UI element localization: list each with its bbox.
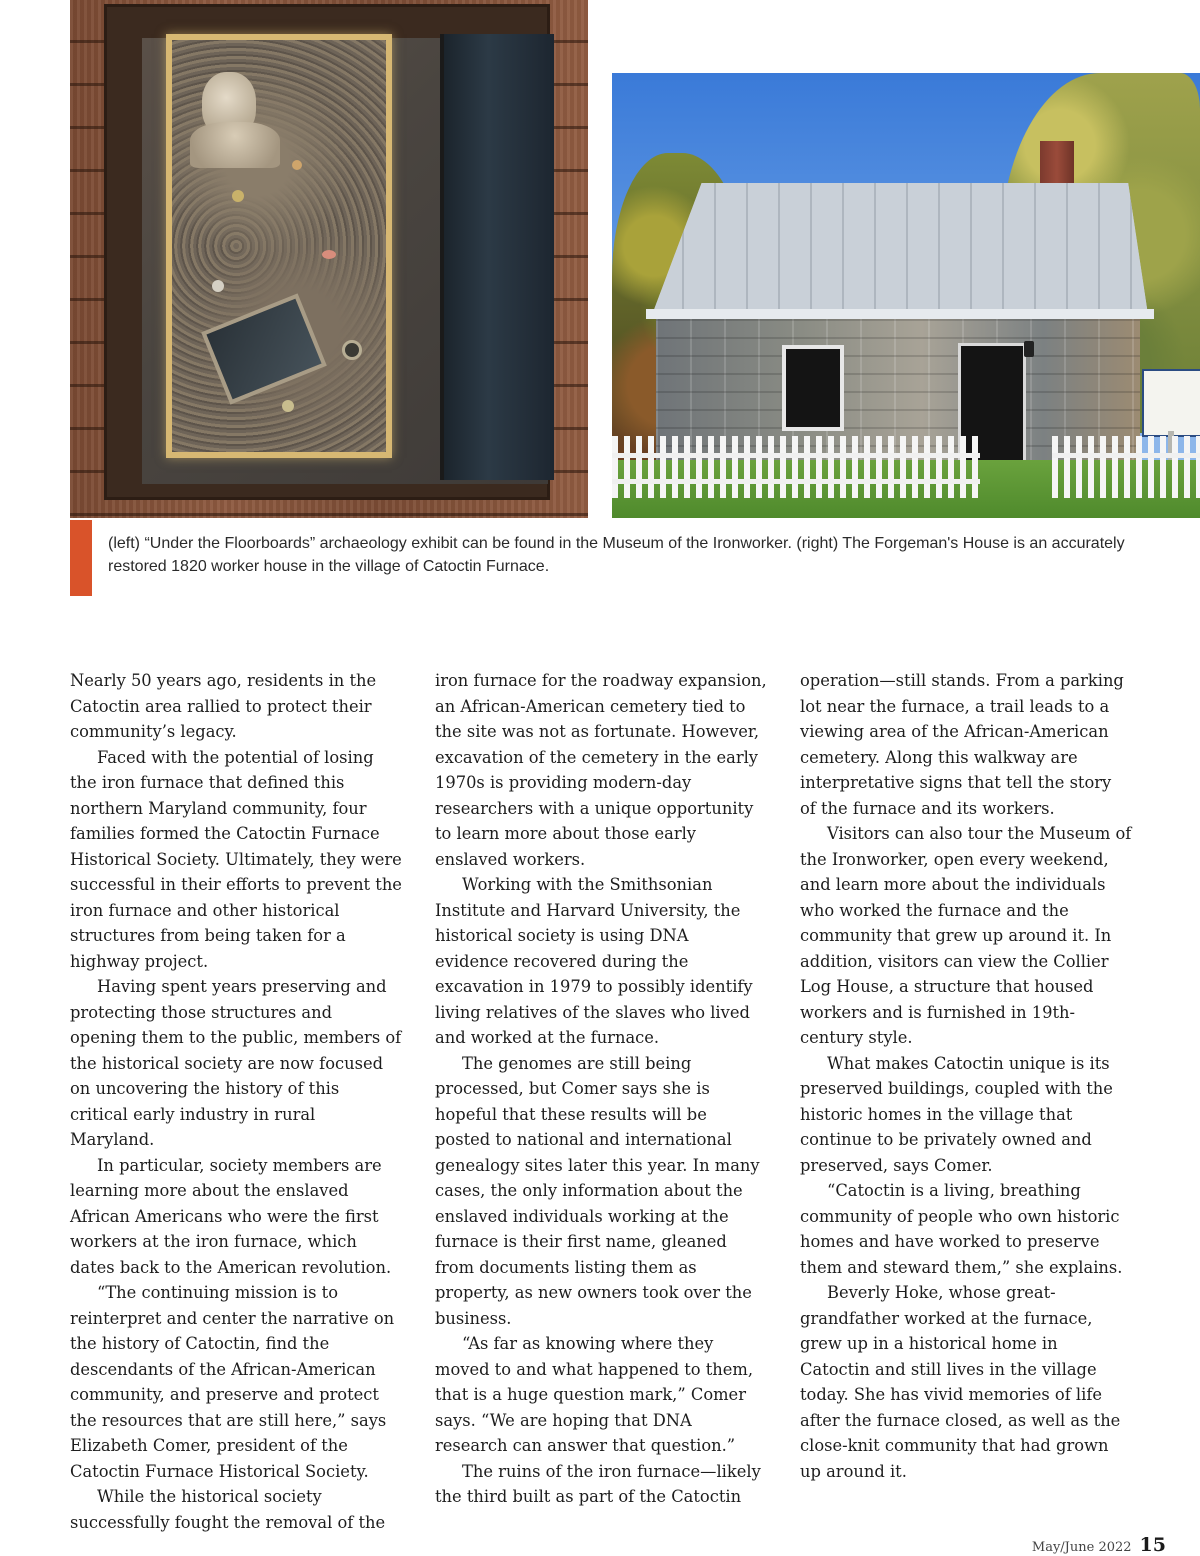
picket-fence-right [1052,436,1200,498]
paragraph: The genomes are still being processed, but Comer says she is hopeful that these results will be posted to national and international genealogy sites later this year. In many cases, the only information about the enslaved individuals working at the furnace is their first name, gleaned from documents listing them as property, as new owners took over the business. [435,1053,760,1328]
house-window [782,345,844,431]
slate-artifact [201,293,327,404]
paragraph: Faced with the potential of losing the iron furnace that defined this northern Maryland community, four families formed the Catoctin Furnace Historical Society. Ultimately, they were successful in their efforts to prevent the iron furnace and other historical structures from being taken for a highway project. [70,747,402,971]
article-column-1 [70,668,402,1535]
paragraph: “Catoctin is a living, breathing community of people who own historic homes and have worked to preserve them and steward them,” she explains. [800,1181,1123,1277]
historic-sign [1142,369,1200,437]
paragraph: “As far as knowing where they moved to and what happened to them, that is a huge question mark,” Comer says. “We are hoping that DNA research can answer that question.” [435,1334,754,1455]
fence-rail-top-right [1052,453,1200,458]
caption-accent-bar [70,520,92,596]
paragraph: Working with the Smithsonian Institute and Harvard University, the historical society is using DNA evidence recovered during the excavation in 1979 to possibly identify living relatives of the slaves who lived and worked at the furnace. [435,875,753,1047]
paragraph: Nearly 50 years ago, residents in the Catoctin area rallied to protect their community’s legacy. [70,671,377,741]
paragraph: Beverly Hoke, whose great-grandfather worked at the furnace, grew up in a historical home in Catoctin and still lives in the village today. She has vivid memories of life after the furnace closed, as well as the close-knit community that had grown up around it. [800,1283,1121,1481]
paragraph: In particular, society members are learning more about the enslaved African Americans who were the first workers at the iron furnace, which dates back to the American revolution. [70,1155,392,1277]
bust-base [190,122,280,168]
exhibit-case-photo [70,0,588,518]
photo-caption: (left) “Under the Floorboards” archaeology exhibit can be found in the Museum of the Ironworker. (right) The Forgeman's House is an accurately restored 1820 worker house in the village of Catoctin Furnace. [108,535,1125,575]
paragraph: operation—still stands. From a parking lot near the furnace, a trail leads to a viewing area of the African-American cemetery. Along this walkway are interpretative signs that tell the story of the furnace and its workers. [800,671,1124,818]
issue-date: May/June 2022 [1031,1540,1132,1555]
lantern-icon [1024,341,1034,357]
stone-house-photo [612,73,1200,518]
page-number: 15 [1139,1534,1166,1556]
paragraph: While the historical society successfully fought the removal of the [70,1487,386,1532]
fence-rail-top [612,453,980,458]
paragraph: The ruins of the iron furnace—likely the third built as part of the Catoctin [435,1461,761,1506]
roof-edge [646,309,1154,319]
exhibit-artifacts-bed [166,34,392,458]
paragraph: What makes Catoctin unique is its preserved buildings, coupled with the historic homes in the village that continue to be privately owned and preserved, says Comer. [800,1053,1113,1175]
paragraph: Having spent years preserving and protecting those structures and opening them to the public, members of the historical society are now focused on uncovering the history of this critical early industry in rural Maryland. [70,977,402,1149]
paragraph: Visitors can also tour the Museum of the Ironworker, open every weekend, and learn more about the individuals who worked the furnace and the community that grew up around it. In addition, visitors can view the Collier Log House, a structure that housed workers and is furnished in 19th-century style. [800,824,1132,1047]
article-column-2 [435,668,767,1510]
paragraph: “The continuing mission is to reinterpret and center the narrative on the history of Catoctin, find the descendants of the African-American community, and preserve and protect the resources that are still here,” says Elizabeth Comer, president of the Catoctin Furnace Historical Society. [70,1283,395,1481]
exhibit-dark-panel [440,34,554,480]
metal-roof [652,183,1148,315]
fence-rail-bottom [612,479,980,484]
paragraph: iron furnace for the roadway expansion, an African-American cemetery tied to the site was not as fortunate. However, excavation of the cemetery in the early 1970s is providing modern-day researchers with a unique opportunity to learn more about those early enslaved workers. [435,671,767,869]
picket-fence-left [612,436,980,498]
article-column-3 [800,668,1132,1484]
